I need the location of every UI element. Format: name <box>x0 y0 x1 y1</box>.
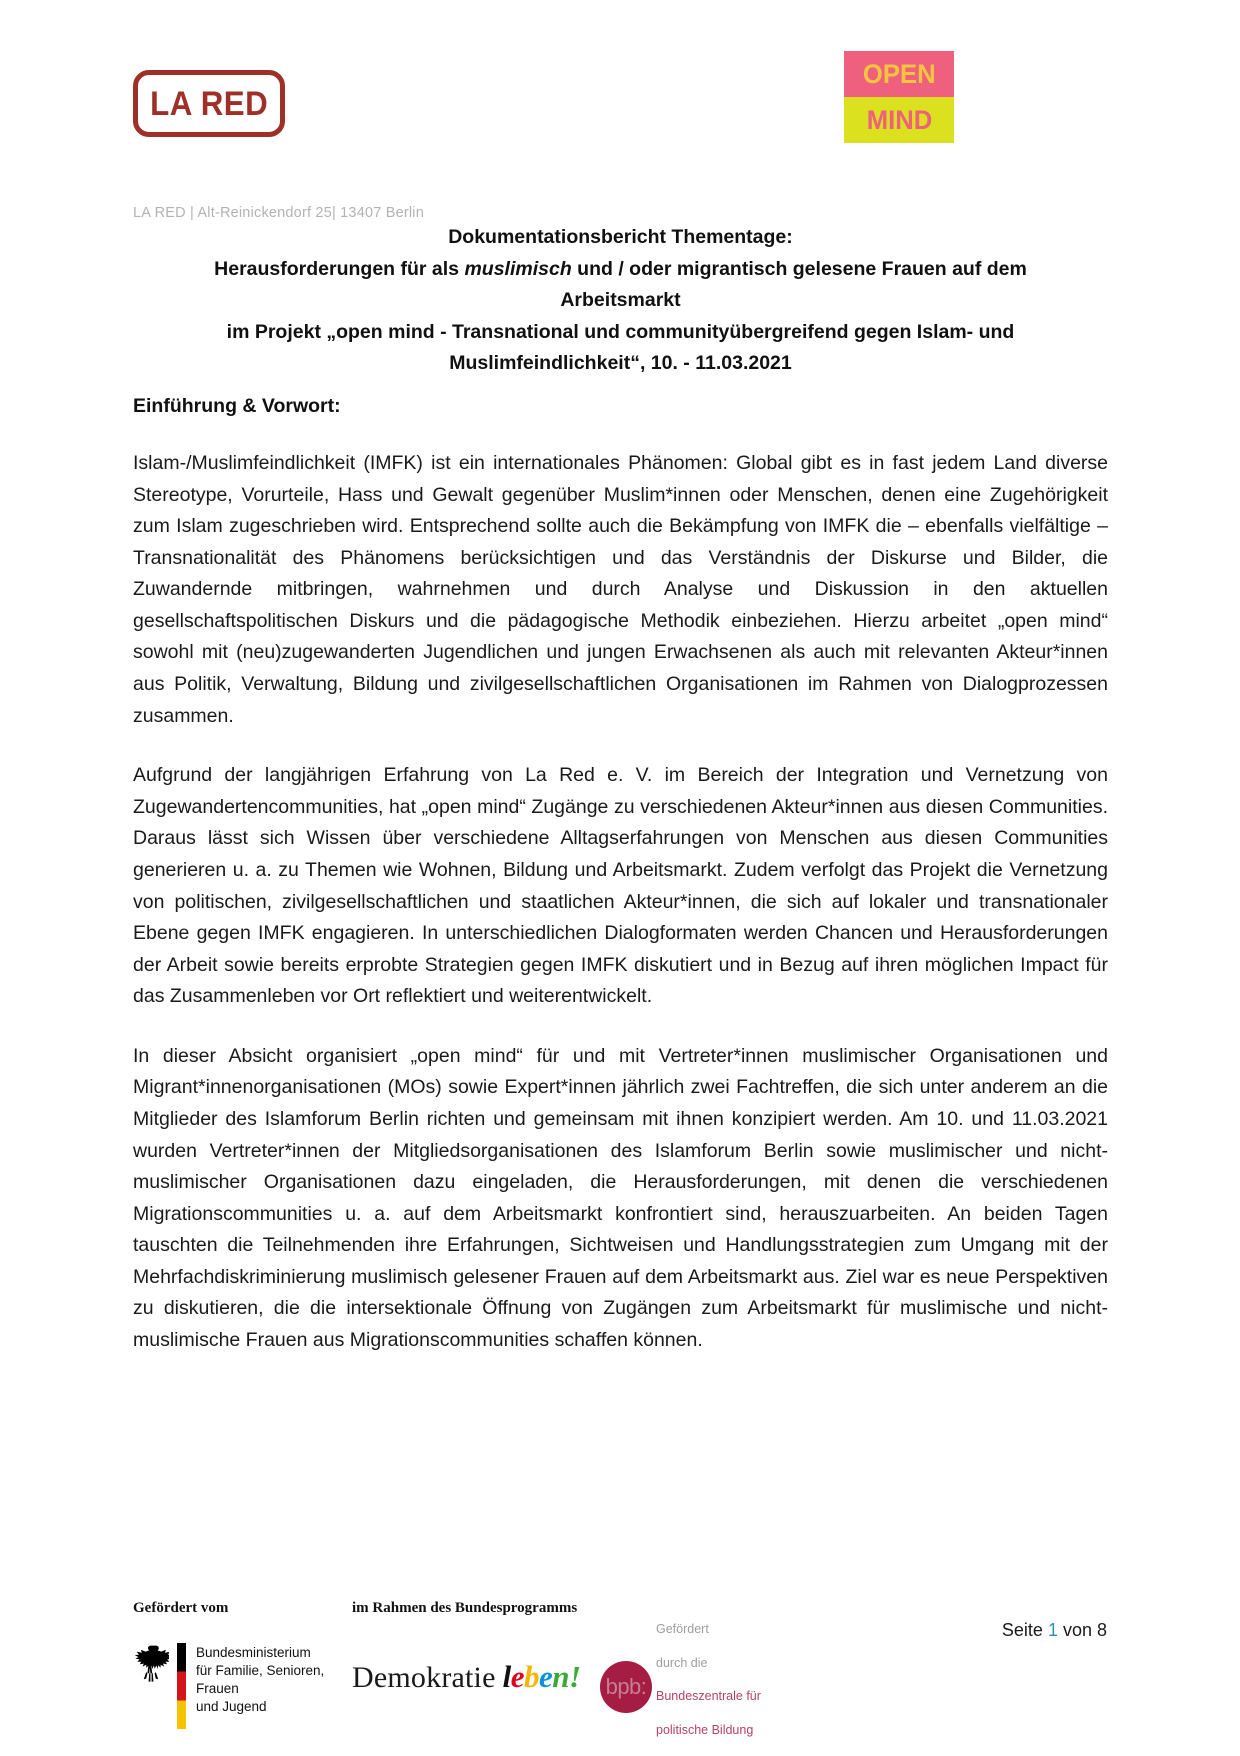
bpb-funding-text <box>656 1604 761 1756</box>
title-line-2-part-a: Herausforderungen für als <box>214 257 465 280</box>
page-number-current: 1 <box>1047 1620 1058 1640</box>
leben-letter-2: b <box>524 1659 539 1694</box>
title-line-2 <box>133 254 1108 286</box>
funder-label: Gefördert vom <box>133 1600 229 1616</box>
bpb-line-2: durch die <box>656 1655 708 1670</box>
bpb-logo <box>600 1604 830 1756</box>
paragraph-3: In dieser Absicht organisiert „open mind“ für und mit Vertreter*innen muslimischer Organisationen und Migrant*innenorganisationen (MOs) sowie Expert*innen jährlich zwei Fachtreffen, die sich unter anderem an die Mitglieder des Islamforum Berlin richten und gemeinsam mit ihnen konzipiert werden. Am 10. und 11.03.2021 wurden Vertreter*innen der Mitgliedsorganisationen des Islamforum Berlin sowie muslimischer und nicht-muslimischer Organisationen dazu eingeladen, die Herausforderungen, mit denen die verschiedenen Migrationscommunities u. a. auf dem Arbeitsmarkt konfrontiert sind, herauszuarbeiten. An beiden Tagen tauschten die Teilnehmenden ihre Erfahrungen, Sichtweisen und Handlungsstrategien zum Umgang mit der Mehrfachdiskriminierung muslimisch gelesener Frauen auf dem Arbeitsmarkt aus. Ziel war es neue Perspektiven zu diskutieren, die die intersektionale Öffnung von Zugängen zum Arbeitsmarkt für muslimische und nicht-muslimische Frauen aus Migrationscommunities schaffen können. <box>133 1044 1108 1352</box>
bpb-circle-mark <box>600 1661 652 1713</box>
organisation-address: LA RED | Alt-Reinickendorf 25| 13407 Berlin <box>133 205 424 221</box>
leben-word <box>503 1659 581 1695</box>
open-mind-logo <box>844 51 954 143</box>
la-red-logo-text: LA RED <box>149 84 269 123</box>
page-header <box>0 40 1240 221</box>
demokratie-leben-logo <box>352 1659 582 1695</box>
title-line-2-italic: muslimisch <box>464 257 572 280</box>
title-line-2-part-b: und / oder migrantisch gelesene Frauen auf dem <box>571 257 1027 280</box>
document-title <box>133 222 1108 380</box>
leben-letter-4: n <box>552 1659 570 1694</box>
bpb-mark-text: bpb: <box>605 1673 647 1699</box>
bpb-line-3: Bundeszentrale für <box>656 1689 761 1704</box>
demokratie-word: Demokratie <box>352 1661 496 1694</box>
title-line-3: Arbeitsmarkt <box>560 289 681 312</box>
la-red-logo <box>133 70 285 137</box>
german-flag-bar <box>177 1643 186 1729</box>
open-mind-logo-bottom <box>844 97 954 143</box>
leben-letter-3: e <box>539 1659 553 1694</box>
page-number-middle: von <box>1057 1620 1097 1640</box>
page-number <box>1002 1620 1107 1641</box>
page-number-prefix: Seite <box>1001 1620 1048 1640</box>
footer-programme-block <box>352 1600 582 1695</box>
title-line-4: im Projekt „open mind - Transnational und communityübergreifend gegen Islam- und <box>226 320 1015 343</box>
bpb-line-1: Gefördert <box>656 1621 709 1636</box>
page-footer <box>0 1580 1240 1754</box>
paragraph-1: Islam-/Muslimfeindlichkeit (IMFK) ist ein internationales Phänomen: Global gibt es in fast jedem Land diverse Stereotype, Vorurteile, Hass und Gewalt gegenüber Muslim*innen oder Menschen, denen eine Zugehörigkeit zum Islam zugeschrieben wird. Entsprechend sollte auch die Bekämpfung von IMFK die – ebenfalls vielfältige – Transnationalität des Phänomens berücksichtigen und das Verständnis der Diskurse und Bilder, die Zuwandernde mitbringen, wahrnehmen und durch Analyse und Diskussion in den aktuellen gesellschaftspolitischen Diskurs und die pädagogische Methodik einbeziehen. Hierzu arbeitet „open mind“ sowohl mit (neu)zugewanderten Jugendlichen und jungen Erwachsenen als auch mit relevanten Akteur*innen aus Politik, Verwaltung, Bildung und zivilgesellschaftlichen Organisationen im Rahmen von Dialogprozessen zusammen. <box>133 452 1108 727</box>
leben-letter-5: ! <box>569 1659 581 1694</box>
document-body <box>133 395 1108 1357</box>
page-number-total: 8 <box>1096 1620 1107 1640</box>
section-heading-einfuehrung: Einführung & Vorwort: <box>133 395 341 417</box>
bpb-line-4: politische Bildung <box>656 1723 754 1738</box>
federal-eagle-icon <box>133 1643 169 1683</box>
open-mind-logo-top <box>844 51 954 97</box>
programme-label: im Rahmen des Bundesprogramms <box>352 1600 578 1616</box>
footer-funder-block <box>133 1600 343 1729</box>
open-mind-logo-top-text: OPEN <box>862 58 936 89</box>
leben-letter-1: e <box>510 1659 524 1694</box>
open-mind-logo-bottom-text: MIND <box>866 104 932 135</box>
title-line-1: Dokumentationsbericht Thementage: <box>448 226 793 248</box>
paragraph-2: Aufgrund der langjährigen Erfahrung von La Red e. V. im Bereich der Integration und Vernetzung von Zugewandertencommunities, hat „open mind“ Zugänge zu verschiedenen Akteur*innen aus diesen Communities. Daraus lässt sich Wissen über verschiedene Alltagserfahrungen von Menschen aus diesen Communities generieren u. a. zu Themen wie Wohnen, Bildung und Arbeitsmarkt. Zudem verfolgt das Projekt die Vernetzung von politischen, zivilgesellschaftlichen und staatlichen Akteur*innen, die sich auf lokaler und transnationaler Ebene gegen IMFK engagieren. In unterschiedlichen Dialogformaten werden Chancen und Herausforderungen der Arbeit sowie bereits erprobte Strategien gegen IMFK diskutiert und in Bezug auf ihren möglichen Impact für das Zusammenleben vor Ort reflektiert und weiterentwickelt. <box>133 764 1108 1008</box>
bmfsfj-logo <box>133 1643 343 1729</box>
title-line-5: Muslimfeindlichkeit“, 10. - 11.03.2021 <box>449 352 792 375</box>
leben-letter-0: l <box>502 1659 511 1694</box>
bmfsfj-name: Bundesministerium für Familie, Senioren, Frauen und Jugend <box>196 1645 325 1714</box>
